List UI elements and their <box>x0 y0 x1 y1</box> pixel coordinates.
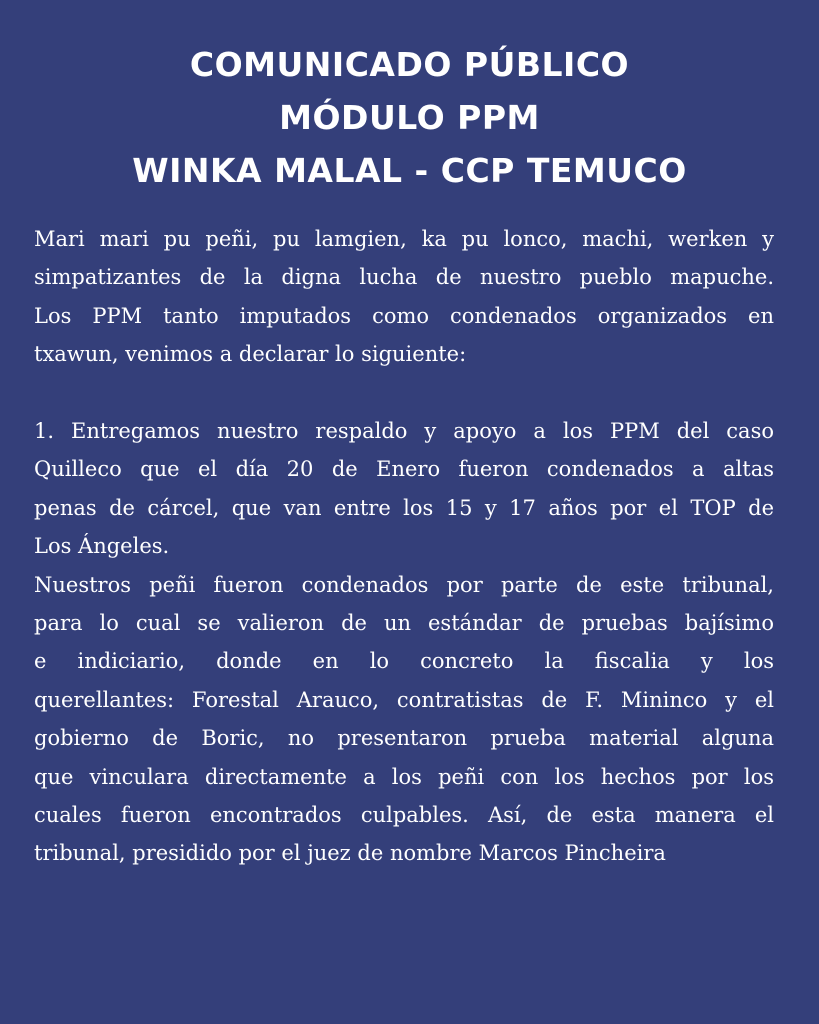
body-line: simpatizantes de la digna lucha de nuestro pueblo mapuche. <box>34 265 774 290</box>
document-body <box>34 220 774 873</box>
point-1-paragraph <box>34 412 774 566</box>
body-line: txawun, venimos a declarar lo siguiente: <box>34 342 467 367</box>
body-line: Mari mari pu peñi, pu lamgien, ka pu lonco, machi, werken y <box>34 227 774 251</box>
body-line: que vinculara directamente a los peñi con los hechos por los <box>34 764 774 789</box>
body-line: para lo cual se valieron de un estándar de pruebas bajísimo <box>34 611 774 636</box>
title-line-1: COMUNICADO PÚBLICO <box>189 45 630 84</box>
body-line: e indiciario, donde en lo concreto la fiscalia y los <box>34 649 774 674</box>
body-line: penas de cárcel, que van entre los 15 y 17 años por el TOP de <box>34 495 774 520</box>
body-line: Los PPM tanto imputados como condenados organizados en <box>34 303 774 328</box>
title-line-2: MÓDULO PPM <box>279 98 540 137</box>
paragraph-spacer <box>34 374 774 412</box>
document-title <box>0 38 819 197</box>
body-line: Nuestros peñi fueron condenados por parte de este tribunal, <box>34 572 774 597</box>
body-line: gobierno de Boric, no presentaron prueba material alguna <box>34 726 774 751</box>
body-line: Quilleco que el día 20 de Enero fueron condenados a altas <box>34 457 774 482</box>
body-line: querellantes: Forestal Arauco, contratistas de F. Mininco y el <box>34 687 774 712</box>
intro-paragraph <box>34 220 774 374</box>
point-1-continued-paragraph <box>34 566 774 873</box>
body-line: Los Ángeles. <box>34 534 170 559</box>
body-line: 1. Entregamos nuestro respaldo y apoyo a los PPM del caso <box>34 419 774 444</box>
title-line-3: WINKA MALAL - CCP TEMUCO <box>132 151 687 190</box>
body-line: tribunal, presidido por el juez de nombre Marcos Pincheira <box>34 841 666 866</box>
body-line: cuales fueron encontrados culpables. Así, de esta manera el <box>34 803 774 828</box>
